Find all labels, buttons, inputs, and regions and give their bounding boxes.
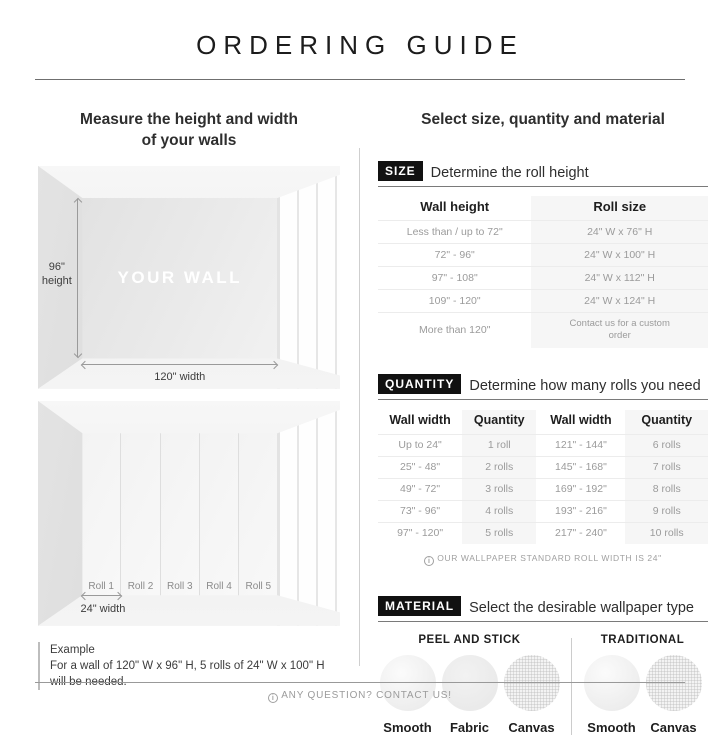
traditional-title: TRADITIONAL — [600, 633, 685, 646]
wall-height-cell: 109" - 120" — [428, 294, 481, 307]
roll-width-measure-label: 24" width — [80, 603, 126, 616]
custom-order-text: Contact us for a custom order — [569, 317, 670, 342]
wall-width-cell: 169" - 192" — [555, 483, 607, 496]
footer-contact — [35, 682, 685, 703]
select-heading: Select size, quantity and material — [421, 111, 665, 128]
wall-height-cell: More than 120" — [418, 324, 491, 337]
wall-width-cell: 49" - 72" — [399, 483, 441, 496]
size-table-header — [378, 196, 708, 220]
size-section-head — [378, 161, 708, 187]
info-icon — [268, 693, 278, 703]
quantity-cell: 8 rolls — [625, 479, 708, 500]
content-columns — [0, 110, 720, 735]
example-title: Example — [50, 643, 95, 656]
roll-strip — [200, 433, 239, 595]
header-divider — [35, 79, 685, 80]
size-table-row — [378, 289, 708, 312]
quantity-cell: 9 rolls — [625, 501, 708, 522]
size-col-wall-height: Wall height — [420, 198, 490, 214]
roll-strip — [161, 433, 200, 595]
header — [0, 0, 720, 80]
quantity-cell: 1 roll — [462, 435, 536, 456]
width-measure-arrow — [82, 364, 277, 365]
room-illustration-rolls — [38, 401, 340, 626]
quantity-section-label: Determine how many rolls you need — [469, 377, 701, 394]
quantity-table-row — [378, 522, 708, 544]
roll-width-note-text: OUR WALLPAPER STANDARD ROLL WIDTH IS 24" — [437, 552, 662, 563]
room-illustration-your-wall — [38, 166, 340, 389]
quantity-cell: 2 rolls — [462, 457, 536, 478]
roll-width-note — [378, 553, 708, 566]
roll-strip-label: Roll 5 — [245, 580, 272, 592]
your-wall-label: YOUR WALL — [117, 268, 243, 288]
page-title: ORDERING GUIDE — [196, 30, 524, 60]
measure-column — [0, 110, 360, 735]
size-section-label: Determine the roll height — [430, 164, 589, 181]
roll-strip — [239, 433, 277, 595]
roll-strip — [82, 433, 121, 595]
qty-col-quantity-1: Quantity — [462, 410, 536, 434]
example-line2: will be needed. — [50, 676, 127, 689]
height-value: 96" — [48, 260, 65, 273]
peel-and-stick-title: PEEL AND STICK — [418, 633, 521, 646]
quantity-table — [378, 410, 708, 544]
quantity-badge: QUANTITY — [378, 374, 461, 394]
roll-size-cell: 24" W x 100" H — [531, 244, 708, 266]
roll-strip-label: Roll 1 — [88, 580, 114, 592]
wall-height-cell: 97" - 108" — [431, 271, 478, 284]
roll-strips — [82, 433, 277, 595]
wall-height-cell: 72" - 96" — [434, 248, 475, 261]
roll-size-cell: 24" W x 76" H — [531, 221, 708, 243]
qty-col-wall-width-1: Wall width — [389, 412, 451, 427]
qty-col-wall-width-2: Wall width — [550, 412, 612, 427]
roll-size-cell: 24" W x 124" H — [531, 290, 708, 312]
qty-col-quantity-2: Quantity — [625, 410, 708, 434]
column-divider — [359, 148, 360, 666]
size-table-row — [378, 243, 708, 266]
info-icon — [424, 556, 434, 566]
material-section-head — [378, 596, 708, 622]
quantity-table-row — [378, 500, 708, 522]
size-table-row — [378, 312, 708, 348]
height-measure-arrow — [77, 199, 78, 357]
wall-height-cell: Less than / up to 72" — [406, 225, 503, 238]
swatch-label: Smooth — [383, 719, 432, 735]
quantity-table-row — [378, 434, 708, 456]
quantity-table-row — [378, 456, 708, 478]
material-badge: MATERIAL — [378, 596, 461, 616]
size-section — [378, 161, 708, 348]
material-section-label: Select the desirable wallpaper type — [469, 599, 694, 616]
measure-heading-line1: Measure the height and width — [80, 111, 298, 128]
height-measure-label — [38, 260, 76, 289]
size-table — [378, 196, 708, 348]
rolls-wall-surface — [82, 433, 277, 595]
size-col-roll-size: Roll size — [531, 196, 708, 220]
roll-strip-label: Roll 4 — [206, 580, 232, 592]
wall-width-cell: 145" - 168" — [555, 461, 607, 474]
roll-strip-label: Roll 3 — [166, 580, 193, 592]
quantity-cell: 10 rolls — [625, 523, 708, 544]
room-windows — [277, 166, 340, 389]
measure-heading — [0, 110, 360, 152]
quantity-section — [378, 374, 708, 566]
wall-width-cell: Up to 24" — [398, 439, 442, 452]
quantity-table-header — [378, 410, 708, 434]
wall-width-cell: 73" - 96" — [399, 505, 441, 518]
quantity-cell: 3 rolls — [462, 479, 536, 500]
roll-width-measure-arrow — [82, 595, 121, 596]
height-word: height — [41, 274, 72, 287]
size-table-row — [378, 220, 708, 243]
quantity-section-head — [378, 374, 708, 400]
wall-width-cell: 25" - 48" — [399, 461, 441, 474]
room-windows — [277, 401, 340, 626]
quantity-cell: 5 rolls — [462, 523, 536, 544]
swatch-label: Fabric — [449, 719, 489, 735]
quantity-cell: 4 rolls — [462, 501, 536, 522]
quantity-table-row — [378, 478, 708, 500]
example-line1: For a wall of 120" W x 96" H, 5 rolls of 24" W x 100" H — [50, 659, 325, 672]
roll-strip-label: Roll 2 — [127, 580, 154, 592]
width-measure-label: 120" width — [154, 371, 206, 383]
wall-width-cell: 217" - 240" — [555, 527, 607, 540]
swatch-label: Canvas — [508, 719, 555, 735]
roll-size-cell — [531, 313, 708, 348]
material-section — [378, 596, 708, 735]
roll-size-cell: 24" W x 112" H — [531, 267, 708, 289]
footer-contact-text: ANY QUESTION? CONTACT US! — [281, 690, 452, 701]
wall-width-cell: 121" - 144" — [555, 439, 607, 452]
your-wall-surface — [82, 198, 277, 359]
wall-width-cell: 193" - 216" — [555, 505, 607, 518]
measure-heading-line2: of your walls — [141, 131, 237, 149]
size-table-row — [378, 266, 708, 289]
swatch-label: Canvas — [650, 719, 697, 735]
wall-width-cell: 97" - 120" — [397, 527, 444, 540]
quantity-cell: 6 rolls — [625, 435, 708, 456]
select-column — [360, 110, 720, 735]
swatch-label: Smooth — [587, 719, 636, 735]
roll-strip — [121, 433, 160, 595]
quantity-cell: 7 rolls — [625, 457, 708, 478]
size-badge: SIZE — [378, 161, 423, 181]
